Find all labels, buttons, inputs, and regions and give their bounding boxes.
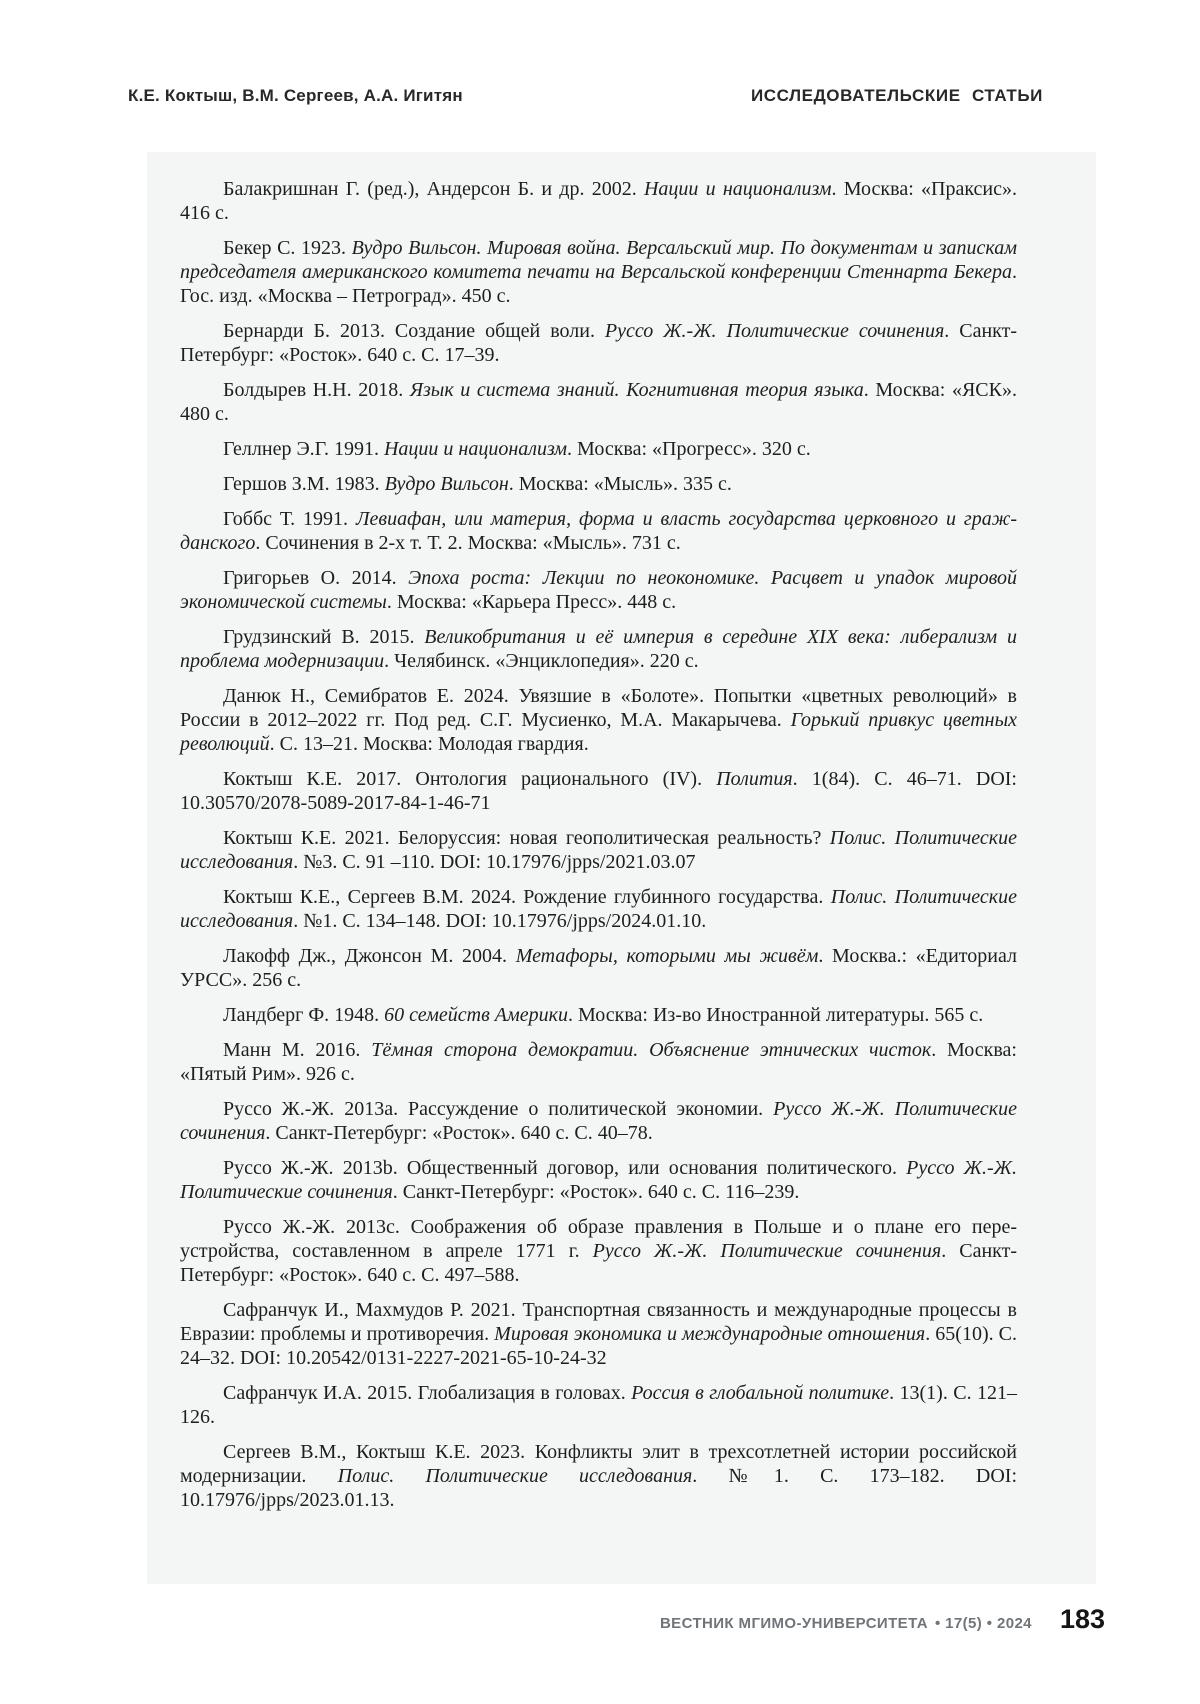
reference-title-italic: Вудро Вильсон [384,473,509,495]
reference-title-italic: Руссо Ж.-Ж. Политические сочинения [180,1098,1017,1144]
reference-entry [180,767,1017,815]
footer-page-number: 183 [1059,1604,1105,1634]
reference-entry [180,625,1017,673]
reference-text: . Челябинск. «Энциклопедия». 220 с. [384,650,699,672]
page-footer [660,1604,1105,1635]
reference-text: Руссо Ж.-Ж. 2013b. Общественный договор, или основания политического. [223,1157,907,1179]
reference-entry [180,1038,1017,1086]
reference-entry [180,507,1017,555]
reference-entry [180,472,1017,496]
reference-title-italic: Язык и система знаний. Когнитивная теория языка [409,379,864,401]
reference-text: Руссо Ж.-Ж. 2013c. Соображения об образе правления в Польше и о плане его переустройства, составленном в апреле 1771 г. [180,1216,1017,1262]
reference-text: Сафранчук И., Махмудов Р. 2021. Транспортная связанность и международные процессы в Евразии: проблемы и противоречия. [180,1299,1017,1345]
reference-title-italic: Полис. Политические исследования [180,827,1017,873]
reference-text: Манн М. 2016. [223,1039,372,1061]
references-list [180,177,1017,1512]
reference-text: . Москва: «Мысль». 335 с. [508,473,732,495]
reference-entry [180,1003,1017,1027]
reference-title-italic: Вудро Вильсон. Мировая война. Версальский мир. По документам и запискам председателя американского комитета печати на Версальской конференции Стеннарта Бекера [180,237,1018,283]
reference-text: Ландберг Ф. 1948. [223,1004,385,1026]
reference-title-italic: Руссо Ж.-Ж. Политические сочинения [180,1157,1017,1203]
reference-title-italic: 60 семейств Америки [384,1004,568,1026]
reference-entry [180,1097,1017,1145]
reference-text: Коктыш К.Е. 2021. Белоруссия: новая геополитическая реальность? [223,827,830,849]
reference-entry [180,236,1017,308]
reference-text: . Москва: «Карьера Пресс». 448 с. [386,591,677,613]
reference-text: . Санкт-Петербург: «Росток». 640 с. С. 17–39. [180,320,1018,366]
reference-text: . Москва: Из-во Иностранной литературы. 565 с. [567,1004,984,1026]
reference-text: . С. 13–21. Москва: Молодая гвардия. [269,733,589,755]
reference-text: . №1. С. 134–148. DOI: 10.17976/jpps/2024.01.10. [293,910,707,932]
reference-text: Геллнер Э.Г. 1991. [223,438,384,460]
reference-entry [180,437,1017,461]
reference-entry [180,1440,1017,1512]
reference-text: . 65(10). С. 24–32. DOI: 10.20542/0131-2227-2021-65-10-24-32 [180,1323,1017,1369]
references-panel [147,152,1096,1584]
reference-entry [180,319,1017,367]
reference-title-italic: Великобритания и её империя в середине XIX века: либерализм и проблема модернизации [180,626,1017,672]
reference-entry [180,1215,1017,1287]
reference-title-italic: Мировая экономика и международные отношения [494,1323,926,1345]
reference-text: . Москва: «Пятый Рим». 926 с. [180,1039,1017,1085]
reference-text: . 1(84). С. 46–71. DOI: 10.30570/2078-5089-2017-84-1-46-71 [180,768,1017,814]
reference-text: Грудзинский В. 2015. [223,626,425,648]
reference-text: . Москва: «Праксис». 416 с. [180,178,1017,224]
reference-title-italic: Горький привкус цветных революций [180,709,1017,755]
reference-text: Коктыш К.Е. 2017. Онтология рационального (IV). [223,768,717,790]
reference-entry [180,1381,1017,1429]
reference-entry [180,177,1017,225]
reference-title-italic: Метафоры, которыми мы живём [515,945,819,967]
footer-issue: • 17(5) • 2024 [934,1615,1032,1632]
reference-title-italic: Руссо Ж.-Ж. Политические сочинения [592,1240,942,1262]
reference-text: Гершов З.М. 1983. [223,473,385,495]
reference-title-italic: Тёмная сторона демократии. Объяснение этнических чисток [371,1039,932,1061]
reference-text: Сергеев В.М., Коктыш К.Е. 2023. Конфликты элит в трехсотлетней истории российской модернизации. [180,1441,1017,1487]
reference-title-italic: Полис. Политические исследования [337,1465,693,1487]
reference-text: Коктыш К.Е., Сергеев В.М. 2024. Рождение глубинного государства. [223,886,831,908]
reference-text: . Москва: «Прогресс». 320 с. [567,438,811,460]
reference-text: Руссо Ж.-Ж. 2013a. Рассуждение о политической экономии. [223,1098,774,1120]
reference-title-italic: Россия в глобальной политике [631,1382,890,1404]
reference-text: . Санкт-Петербург: «Росток». 640 с. С. 40–78. [265,1122,653,1144]
reference-title-italic: Левиафан, или материя, форма и власть государства церковного и гражданского [180,508,1017,554]
reference-entry [180,566,1017,614]
reference-text: . Санкт-Петербург: «Росток». 640 с. С. 116–239. [392,1181,800,1203]
reference-text: Данюк Н., Семибратов Е. 2024. Увязшие в «Болоте». Попытки «цветных революций» в России в 2012–2022 гг. Под ред. С.Г. Мусиенко, М.А. Макарычева. [180,685,1017,731]
reference-text: . №3. С. 91 –110. DOI: 10.17976/jpps/2021.03.07 [293,851,696,873]
reference-entry [180,885,1017,933]
reference-text: . Москва.: «Едиториал УРСС». 256 с. [180,945,1017,991]
footer-journal-title: ВЕСТНИК МГИМО-УНИВЕРСИТЕТА [659,1615,928,1632]
reference-text: . Санкт-Петербург: «Росток». 640 с. С. 497–588. [180,1240,1018,1286]
header-section-label: ИССЛЕДОВАТЕЛЬСКИЕ СТАТЬИ [750,86,1043,105]
reference-text: Сафранчук И.А. 2015. Глобализация в головах. [223,1382,632,1404]
reference-title-italic: Полития [716,768,793,790]
reference-entry [180,684,1017,756]
reference-text: . 13(1). С. 121–126. [180,1382,1017,1428]
reference-title-italic: Полис. Политические исследования [180,886,1017,932]
reference-text: Бернарди Б. 2013. Создание общей воли. [223,320,605,342]
reference-entry [180,1156,1017,1204]
reference-entry [180,1298,1017,1370]
reference-entry [180,378,1017,426]
reference-title-italic: Эпоха роста: Лекции по неокономике. Расцвет и упадок мировой экономической системы [180,567,1017,613]
page-header [128,86,1043,106]
reference-text: Балакришнан Г. (ред.), Андерсон Б. и др. 2002. [223,178,644,200]
reference-entry [180,944,1017,992]
reference-title-italic: Руссо Ж.-Ж. Политические сочинения [604,320,945,342]
reference-entry [180,826,1017,874]
reference-title-italic: Нации и национализм [643,178,832,200]
reference-text: . Гос. изд. «Москва – Петроград». 450 с. [180,261,1017,307]
reference-text: . Москва: «ЯСК». 480 с. [180,379,1017,425]
reference-title-italic: Нации и национализм [383,438,568,460]
header-authors: К.Е. Коктыш, В.М. Сергеев, А.А. Игитян [128,86,463,105]
reference-text: Бекер С. 1923. [223,237,352,259]
reference-text: . №1. С. 173–182. DOI: 10.17976/jpps/2023.01.13. [180,1465,1017,1511]
reference-text: Болдырев Н.Н. 2018. [223,379,410,401]
reference-text: Гоббс Т. 1991. [223,508,356,530]
reference-text: Григорьев О. 2014. [223,567,409,589]
reference-text: Лакофф Дж., Джонсон М. 2004. [223,945,516,967]
reference-text: . Сочинения в 2-х т. Т. 2. Москва: «Мысль». 731 с. [255,532,681,554]
